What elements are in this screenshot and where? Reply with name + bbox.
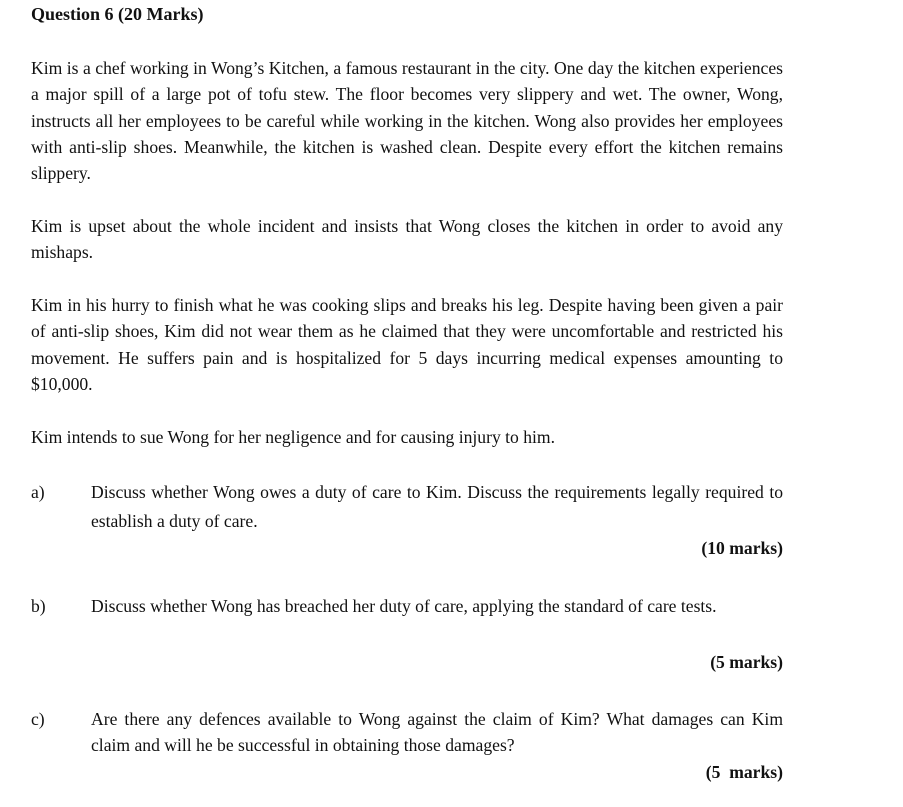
part-label: a): [31, 482, 45, 502]
scenario-paragraph-1: Kim is a chef working in Wong’s Kitchen, a famous restaurant in the city. One day the kitchen experiences a major spill of a large pot of tofu stew. The floor becomes very slippery and wet. The owner, Wong, instructs all her employees to be careful while working in the kitchen. Wong also provides her employees with anti-slip shoes. Meanwhile, the kitchen is washed clean. Despite every effort the kitchen remains slippery.: [31, 58, 783, 184]
scenario-paragraph-2: Kim is upset about the whole incident and insists that Wong closes the kitchen in order to avoid any mishaps.: [31, 216, 783, 263]
part-text: Discuss whether Wong owes a duty of care to Kim. Discuss the requirements legally required to establish a duty of care.: [91, 482, 783, 531]
part-marks: (5 marks): [705, 762, 783, 782]
part-label: b): [31, 596, 46, 616]
scenario-paragraph-3: Kim in his hurry to finish what he was cooking slips and breaks his leg. Despite having been given a pair of anti-slip shoes, Kim did not wear them as he claimed that they were uncomfortable and restricted his movement. He suffers pain and is hospitalized for 5 days incurring medical expenses amounting to $10,000.: [31, 295, 783, 394]
part-label: c): [31, 709, 45, 729]
part-text: Are there any defences available to Wong against the claim of Kim? What damages can Kim claim and will he be successful in obtaining those damages?: [91, 709, 783, 756]
question-title: Question 6 (20 Marks): [31, 4, 204, 24]
part-text: Discuss whether Wong has breached her duty of care, applying the standard of care tests.: [91, 596, 717, 616]
part-marks: (5 marks): [710, 652, 783, 672]
scenario-paragraph-4: Kim intends to sue Wong for her negligence and for causing injury to him.: [31, 427, 556, 447]
part-marks: (10 marks): [701, 538, 783, 558]
